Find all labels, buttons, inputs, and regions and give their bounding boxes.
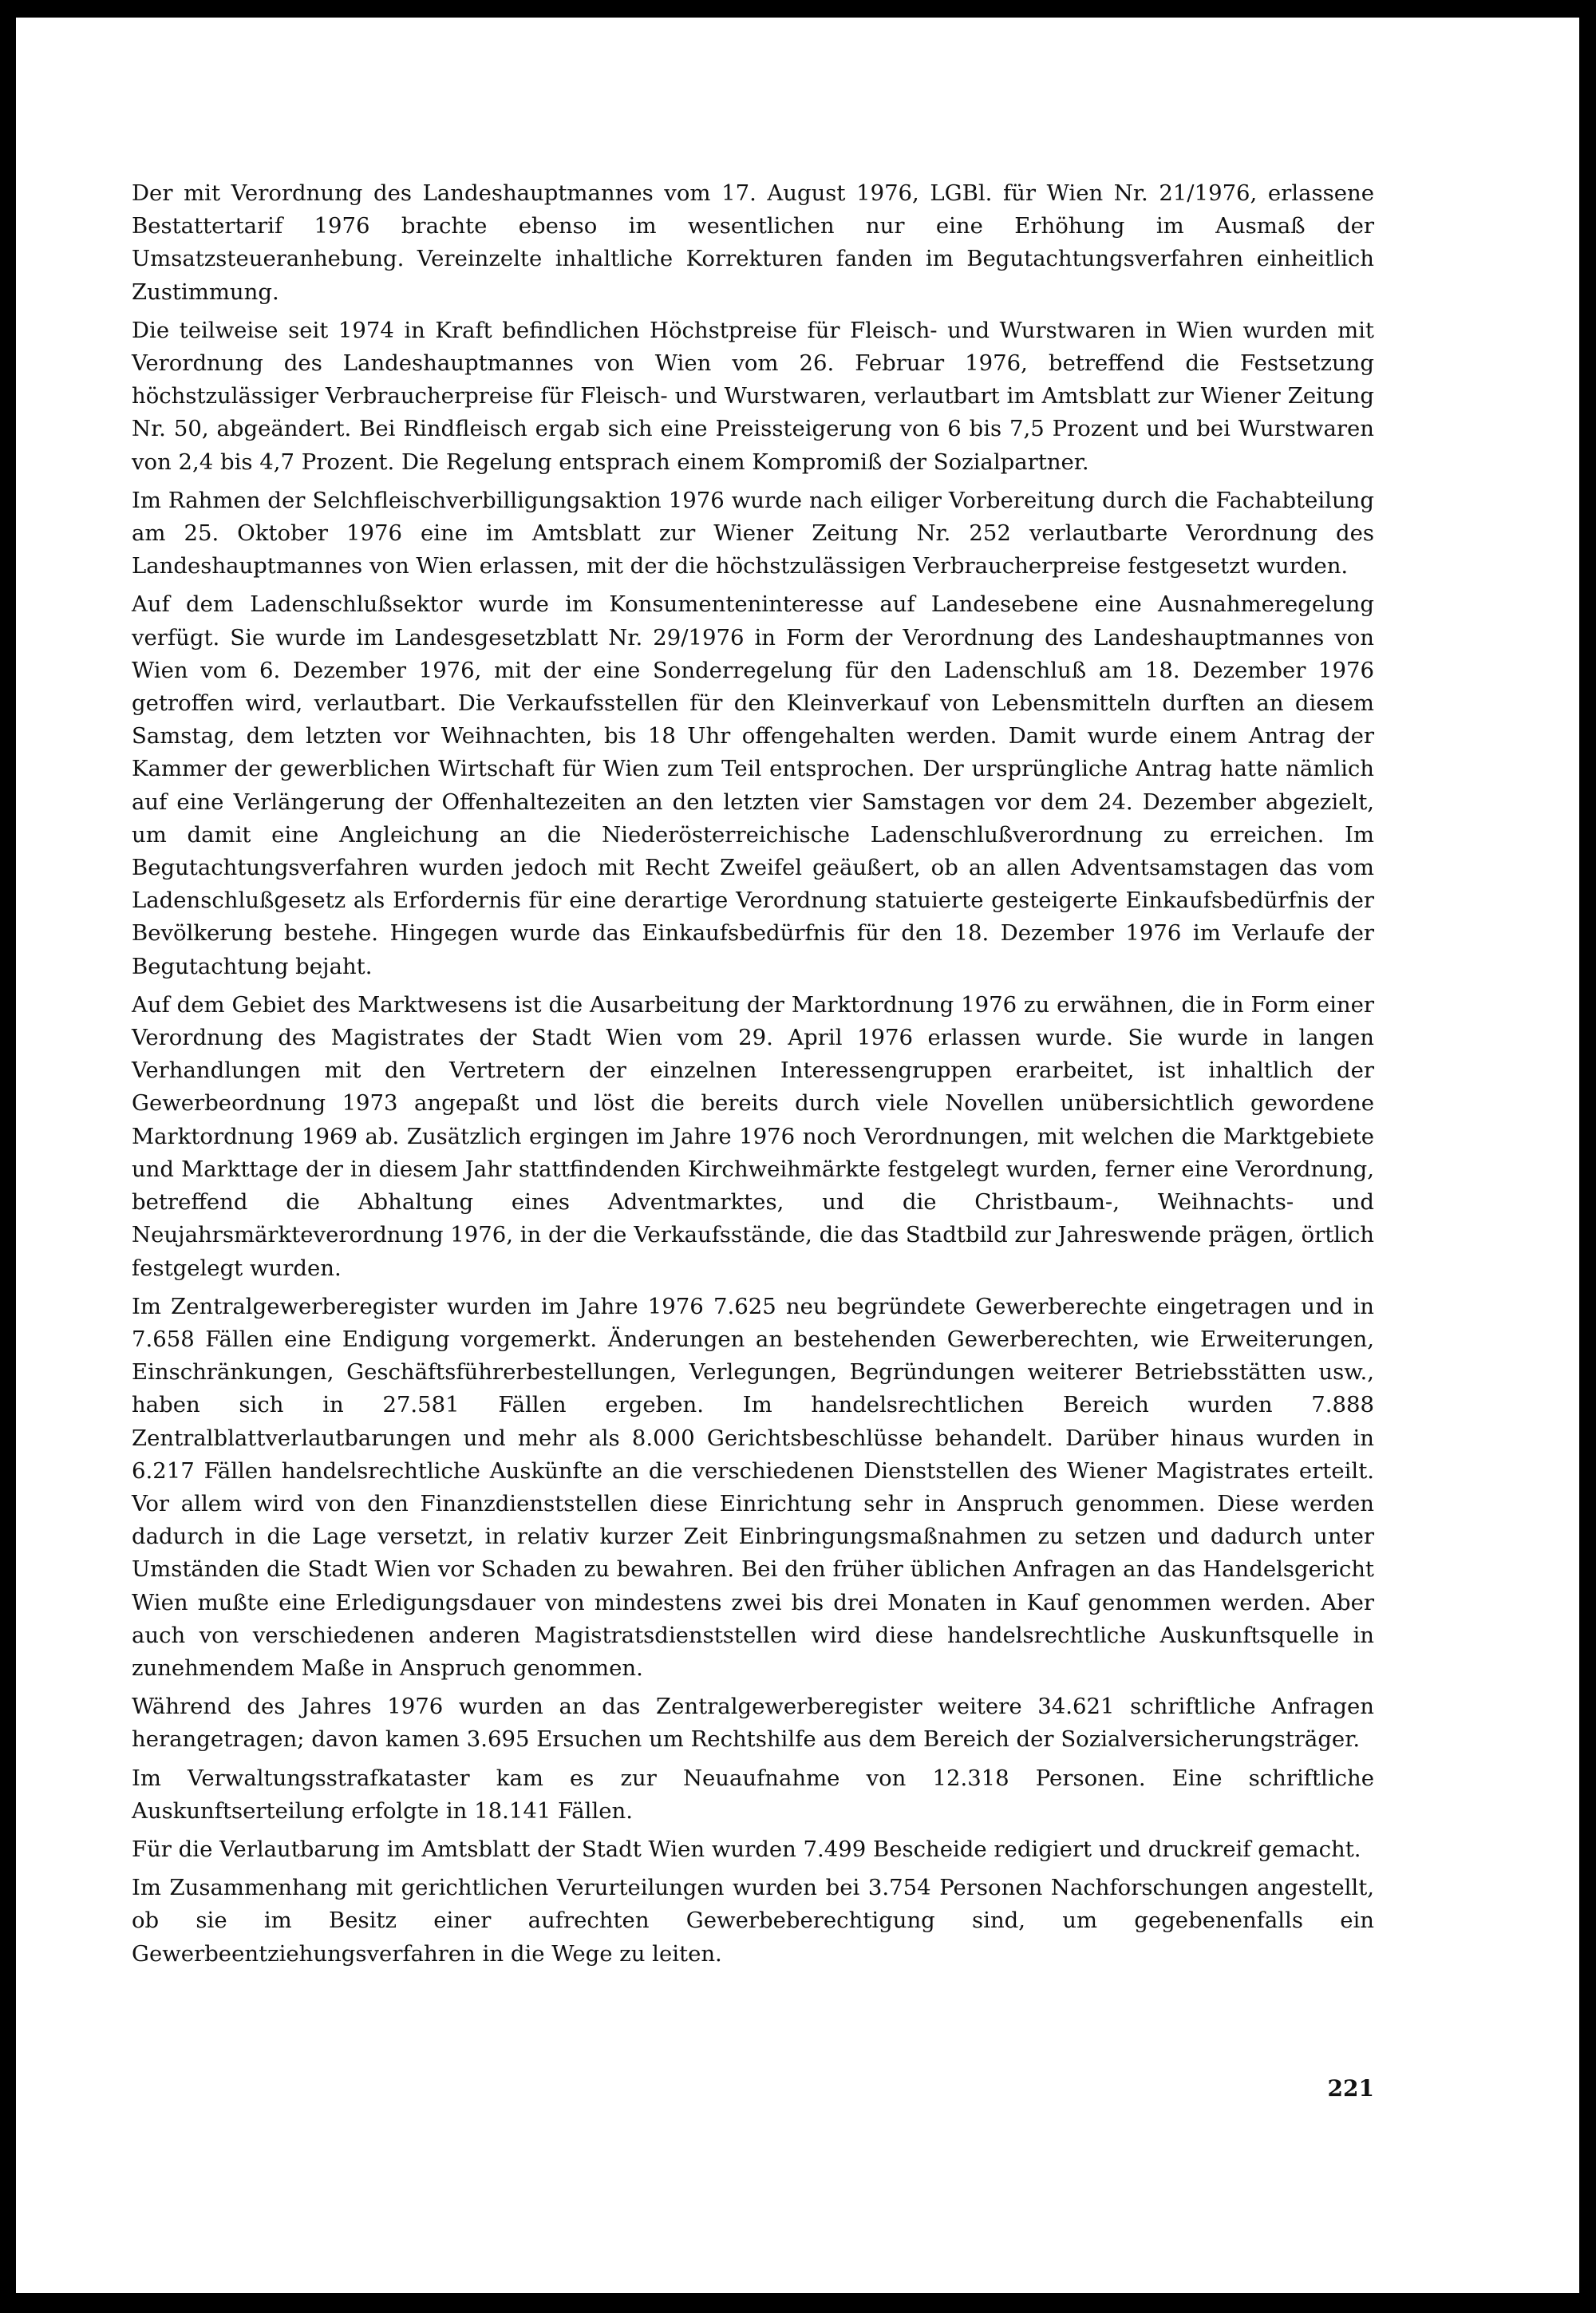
paragraph-zentralgewerberegister: Im Zentralgewerberegister wurden im Jahre 1976 7.625 neu begründete Gewerberechte eingetragen und in 7.658 Fällen eine Endigung vorgemerkt. Änderungen an bestehenden Gewerberechten, wie Erweiterungen, Einschränkungen, Geschäftsführerbestellungen, Verlegungen, Begründungen weiterer Betriebsstätten usw., haben sich in 27.581 Fällen ergeben. Im handelsrechtlichen Bereich wurden 7.888 Zentralblattverlautbarungen und mehr als 8.000 Gerichtsbeschlüsse behandelt. Darüber hinaus wurden in 6.217 Fällen handelsrechtliche Auskünfte an die verschiedenen Dienststellen des Wiener Magistrates erteilt. Vor allem wird von den Finanzdienststellen diese Einrichtung sehr in Anspruch genommen. Diese werden dadurch in die Lage versetzt, in relativ kurzer Zeit Einbringungsmaßnahmen zu setzen und dadurch unter Umständen die Stadt Wien vor Schaden zu bewahren. Bei den früher üblichen Anfragen an das Handelsgericht Wien mußte eine Erledigungsdauer von mindestens zwei bis drei Monaten in Kauf genommen werden. Aber auch von verschiedenen anderen Magistratsdienststellen wird diese handelsrechtliche Auskunftsquelle in zunehmendem Maße in Anspruch genommen. <box>132 1293 1374 1681</box>
page-number: 221 <box>1327 2075 1374 2101</box>
body-text <box>132 177 1374 1976</box>
paragraph-verwaltungsstrafkataster: Im Verwaltungsstrafkataster kam es zur Neuaufnahme von 12.318 Personen. Eine schriftliche Auskunftserteilung erfolgte in 18.141 Fällen. <box>132 1765 1374 1824</box>
paragraph-amtsblatt: Für die Verlautbarung im Amtsblatt der Stadt Wien wurden 7.499 Bescheide redigiert und druckreif gemacht. <box>132 1836 1361 1862</box>
paragraph-anfragen: Während des Jahres 1976 wurden an das Zentralgewerberegister weitere 34.621 schriftliche Anfragen herangetragen; davon kamen 3.695 Ersuchen um Rechtshilfe aus dem Bereich der Sozialversicherungsträger. <box>132 1694 1374 1753</box>
paragraph-bestattertarif: Der mit Verordnung des Landeshauptmannes vom 17. August 1976, LGBl. für Wien Nr. 21/1976, erlassene Bestattertarif 1976 brachte ebenso im wesentlichen nur eine Erhöhung im Ausmaß der Umsatzsteueranhebung. Vereinzelte inhaltliche Korrekturen fanden im Begutachtungsverfahren einheitlich Zustimmung. <box>132 180 1374 305</box>
paragraph-selchfleisch: Im Rahmen der Selchfleischverbilligungsaktion 1976 wurde nach eiliger Vorbereitung durch die Fachabteilung am 25. Oktober 1976 eine im Amtsblatt zur Wiener Zeitung Nr. 252 verlautbarte Verordnung des Landeshauptmannes von Wien erlassen, mit der die höchstzulässigen Verbraucherpreise festgesetzt wurden. <box>132 487 1374 579</box>
document-page <box>16 18 1579 2293</box>
paragraph-ladenschluss: Auf dem Ladenschlußsektor wurde im Konsumenteninteresse auf Landesebene eine Ausnahmeregelung verfügt. Sie wurde im Landesgesetzblatt Nr. 29/1976 in Form der Verordnung des Landeshauptmannes von Wien vom 6. Dezember 1976, mit der eine Sonderregelung für den Ladenschluß am 18. Dezember 1976 getroffen wird, verlautbart. Die Verkaufsstellen für den Kleinverkauf von Lebensmitteln durften an diesem Samstag, dem letzten vor Weihnachten, bis 18 Uhr offengehalten werden. Damit wurde einem Antrag der Kammer der gewerblichen Wirtschaft für Wien zum Teil entsprochen. Der ursprüngliche Antrag hatte nämlich auf eine Verlängerung der Offenhaltezeiten an den letzten vier Samstagen vor dem 24. Dezember abgezielt, um damit eine Angleichung an die Niederösterreichische Ladenschlußverordnung zu erreichen. Im Begutachtungsverfahren wurden jedoch mit Recht Zweifel geäußert, ob an allen Adventsamstagen das vom Ladenschlußgesetz als Erfordernis für eine derartige Verordnung statuierte gesteigerte Einkaufsbedürfnis der Bevölkerung bestehe. Hingegen wurde das Einkaufsbedürfnis für den 18. Dezember 1976 im Verlaufe der Begutachtung bejaht. <box>132 591 1374 979</box>
paragraph-hoechstpreise: Die teilweise seit 1974 in Kraft befindlichen Höchstpreise für Fleisch- und Wurstwaren in Wien wurden mit Verordnung des Landeshauptmannes von Wien vom 26. Februar 1976, betreffend die Festsetzung höchstzulässiger Verbraucherpreise für Fleisch- und Wurstwaren, verlautbart im Amtsblatt zur Wiener Zeitung Nr. 50, abgeändert. Bei Rindfleisch ergab sich eine Preissteigerung von 6 bis 7,5 Prozent und bei Wurstwaren von 2,4 bis 4,7 Prozent. Die Regelung entsprach einem Kompromiß der Sozialpartner. <box>132 317 1374 475</box>
paragraph-marktwesen: Auf dem Gebiet des Marktwesens ist die Ausarbeitung der Marktordnung 1976 zu erwähnen, die in Form einer Verordnung des Magistrates der Stadt Wien vom 29. April 1976 erlassen wurde. Sie wurde in langen Verhandlungen mit den Vertretern der einzelnen Interessengruppen erarbeitet, ist inhaltlich der Gewerbeordnung 1973 angepaßt und löst die bereits durch viele Novellen unübersichtlich gewordene Marktordnung 1969 ab. Zusätzlich ergingen im Jahre 1976 noch Verordnungen, mit welchen die Marktgebiete und Markttage der in diesem Jahr stattfindenden Kirchweihmärkte festgelegt wurden, ferner eine Verordnung, betreffend die Abhaltung eines Adventmarktes, und die Christbaum-, Weihnachts- und Neujahrsmärkteverordnung 1976, in der die Verkaufsstände, die das Stadtbild zur Jahreswende prägen, örtlich festgelegt wurden. <box>132 991 1374 1281</box>
paragraph-nachforschungen: Im Zusammenhang mit gerichtlichen Verurteilungen wurden bei 3.754 Personen Nachforschungen angestellt, ob sie im Besitz einer aufrechten Gewerbeberechtigung sind, um gegebenenfalls ein Gewerbeentziehungsverfahren in die Wege zu leiten. <box>132 1875 1374 1967</box>
